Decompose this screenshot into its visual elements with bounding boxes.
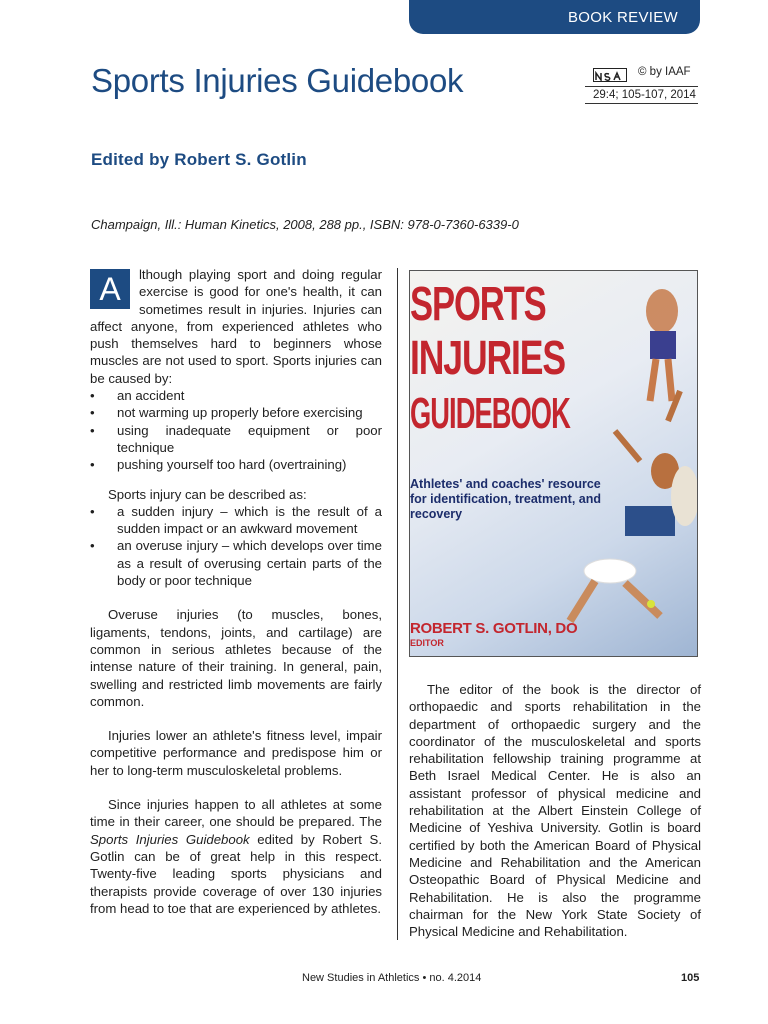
cover-author: ROBERT S. GOTLIN, DO: [410, 620, 578, 637]
prepared-paragraph: [90, 796, 382, 917]
book-cover: [409, 270, 698, 657]
page-number: 105: [681, 972, 700, 984]
list-item: • using inadequate equipment or poor technique: [90, 422, 382, 457]
cover-role: EDITOR: [410, 638, 444, 648]
list-item: • a sudden injury – which is the result of a sudden impact or an awkward movement: [90, 503, 382, 538]
list-item: • pushing yourself too hard (overtraining): [90, 456, 382, 473]
editor-line: Edited by Robert S. Gotlin: [91, 150, 307, 169]
section-banner: [409, 0, 700, 34]
intro-text: lthough playing sport and doing regular exercise is good for one's health, it can sometimes result in injuries. Injuries can affect anyone, from experienced athletes who push themselves hard to beginners whose muscles are not used to sport. Sports injuries can be caused by:: [90, 267, 382, 386]
cover-title-line1: SPORTS: [410, 278, 546, 331]
nsa-logo-icon: [594, 71, 625, 82]
journal-footer: New Studies in Athletics • no. 4.2014: [302, 972, 482, 984]
cover-title-line2: INJURIES: [410, 332, 565, 385]
publication-info: Champaign, Ill.: Human Kinetics, 2008, 288 pp., ISBN: 978-0-7360-6339-0: [91, 217, 519, 232]
article-title: Sports Injuries Guidebook: [91, 62, 464, 99]
right-column: [409, 681, 701, 940]
list-item: • an overuse injury – which develops over time as a result of overusing certain parts of the body or poor technique: [90, 537, 382, 589]
list-item: • not warming up properly before exercising: [90, 404, 382, 421]
list-item: • an accident: [90, 387, 382, 404]
causes-list: [90, 387, 382, 473]
fitness-paragraph: Injuries lower an athlete's fitness level, impair competitive performance and predispose him or her to long-term musculoskeletal problems.: [90, 728, 382, 778]
prepared-text-start: Since injuries happen to all athletes at some time in their career, one should be prepared. The: [90, 797, 382, 830]
journal-logo: [593, 68, 627, 82]
cover-subtitle: Athletes' and coaches' resource for identification, treatment, and recovery: [410, 477, 601, 521]
intro-paragraph: [90, 266, 382, 387]
issue-reference: 29:4; 105-107, 2014: [585, 86, 698, 104]
cover-title-line3: GUIDEBOOK: [410, 389, 570, 438]
types-list: [90, 503, 382, 589]
copyright-notice: © by IAAF: [638, 66, 691, 78]
prepared-text-end: edited by Robert S. Gotlin can be of great help in this respect. Twenty-five leading sports physicians and therapists provide coverage of over 130 injuries from head to toe that are experienced by athletes.: [90, 831, 382, 916]
overuse-paragraph: Overuse injuries (to muscles, bones, ligaments, tendons, joints, and cartilage) are common in serious athletes because of the intense nature of their training. In general, pain, swelling and restricted limb movements are fairly common.: [90, 607, 382, 709]
types-intro: Sports injury can be described as:: [108, 486, 307, 502]
column-divider: [397, 268, 398, 940]
book-title-inline: Sports Injuries Guidebook: [90, 831, 250, 847]
drop-cap: A: [90, 269, 130, 309]
section-label: BOOK REVIEW: [568, 8, 678, 26]
editor-paragraph: The editor of the book is the director of orthopaedic and sports rehabilitation in the department of orthopaedic surgery and the coordinator of the musculoskeletal and sports rehabilitation fellowship training programme at Beth Israel Medical Center. He is also an assistant professor of physical medicine and rehabilitation at the Albert Einstein College of Medicine of Yeshiva University. Gotlin is board certified by both the American Board of Physical Medicine and Rehabilitation and the American Osteopathic Board of Physical Medicine and Rehabilitation. He is also the programme chairman for the New York State Society of Physical Medicine and Rehabilitation.: [409, 682, 701, 940]
left-column: [90, 266, 382, 917]
